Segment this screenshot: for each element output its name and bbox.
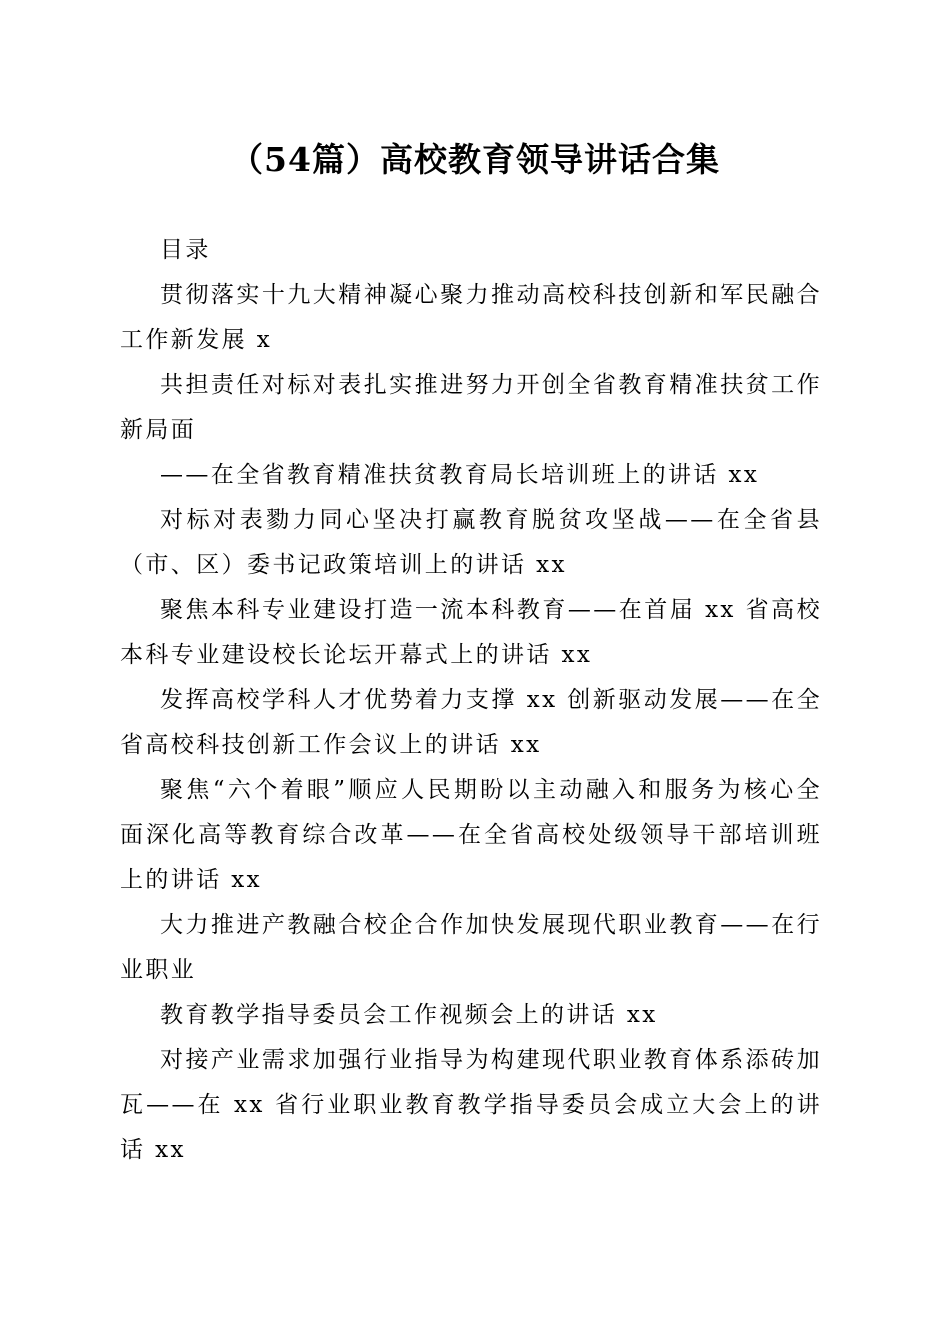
toc-entry: 聚焦“六个着眼”顺应人民期盼以主动融入和服务为核心全面深化高等教育综合改革——在全省高校处级领导干部培训班上的讲话 xx xyxy=(120,777,822,893)
table-of-contents xyxy=(120,228,822,1173)
toc-entry: 聚焦本科专业建设打造一流本科教育——在首届 xx 省高校本科专业建设校长论坛开幕式上的讲话 xx xyxy=(120,597,822,668)
toc-entry: 发挥高校学科人才优势着力支撑 xx 创新驱动发展——在全省高校科技创新工作会议上的讲话 xx xyxy=(120,687,822,758)
toc-entry: 对标对表勠力同心坚决打赢教育脱贫攻坚战——在全省县（市、区）委书记政策培训上的讲话 xx xyxy=(120,507,822,578)
toc-entry: 对接产业需求加强行业指导为构建现代职业教育体系添砖加瓦——在 xx 省行业职业教育教学指导委员会成立大会上的讲话 xx xyxy=(120,1047,822,1163)
toc-entry: ——在全省教育精准扶贫教育局长培训班上的讲话 xx xyxy=(160,462,760,488)
toc-entry: 教育教学指导委员会工作视频会上的讲话 xx xyxy=(160,1002,658,1028)
toc-entry: 大力推进产教融合校企合作加快发展现代职业教育——在行业职业 xyxy=(120,912,822,983)
toc-entry: 共担责任对标对表扎实推进努力开创全省教育精准扶贫工作新局面 xyxy=(120,372,822,443)
toc-heading: 目录 xyxy=(160,237,211,263)
toc-entry: 贯彻落实十九大精神凝心聚力推动高校科技创新和军民融合工作新发展 x xyxy=(120,282,822,353)
document-title: （54篇）高校教育领导讲话合集 xyxy=(230,140,720,179)
